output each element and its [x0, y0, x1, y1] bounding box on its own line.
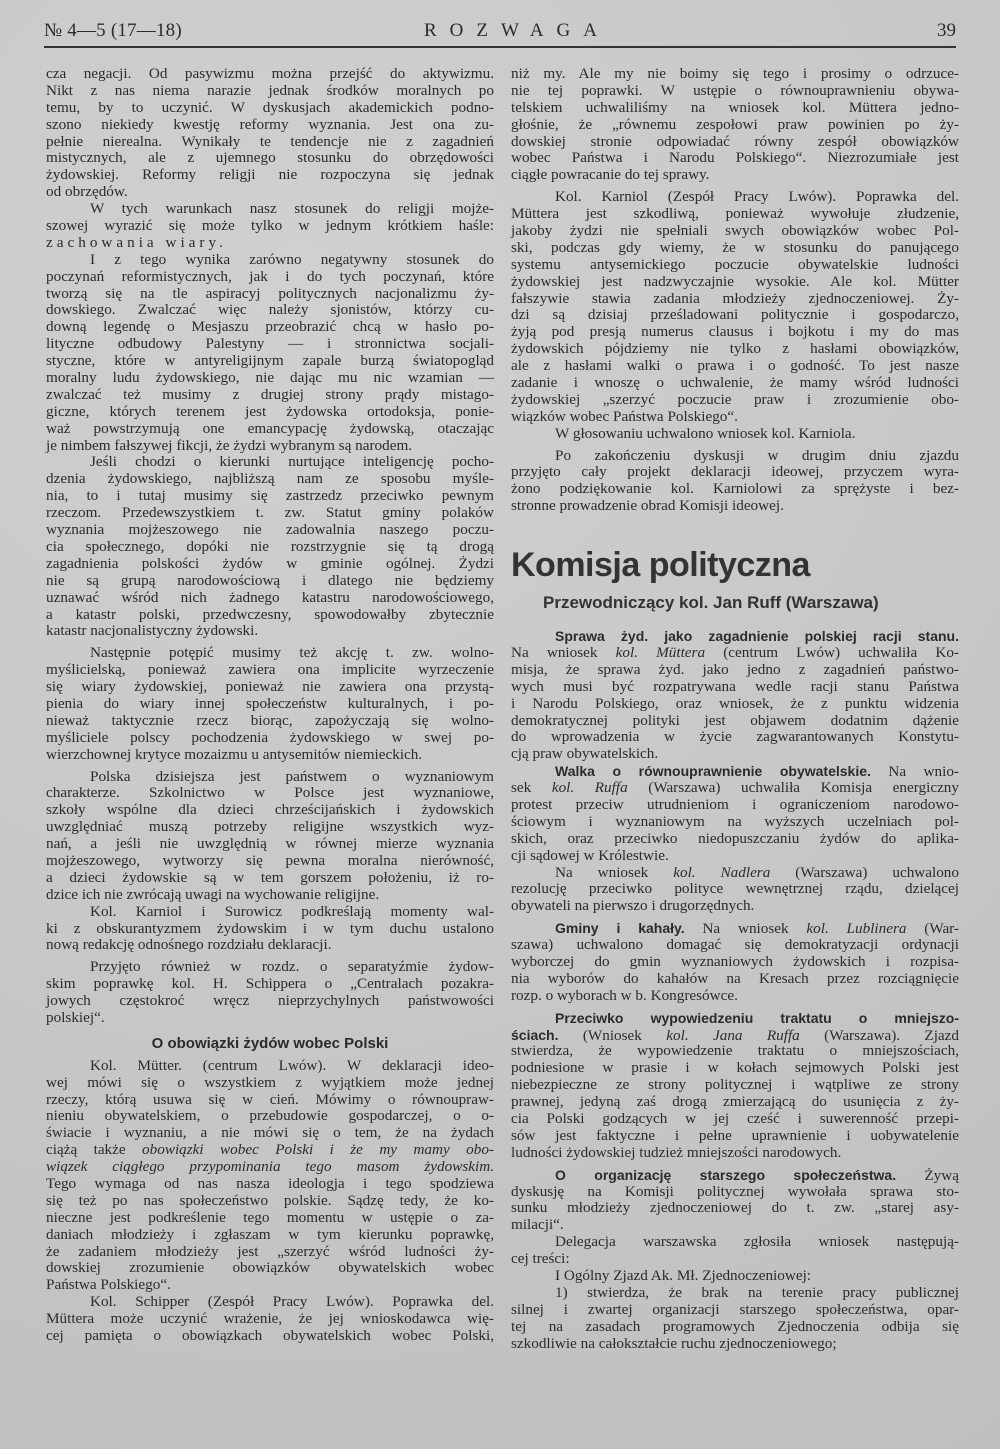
text-line: zagadnienia polskości żydów w gminie ogólnej. Żydzi: [46, 554, 494, 572]
text-line: wiązek ciągłego przypominania tego masom żydowskim.: [46, 1158, 494, 1176]
text-line: skich, oraz przeciwko niedopuszczaniu żydów do aplika-: [511, 829, 959, 847]
text-line: tworzą się na tle aspiracyj politycznych nacjonalizmu ży-: [46, 284, 494, 302]
text-line: szono niekiedy kwestję reformy wyznania. Jest ona zu-: [46, 115, 494, 133]
paragraph: [511, 1043, 959, 1161]
text-line: szkodliwie na całokształcie ruchu zjednoczeniowego;: [511, 1334, 837, 1352]
text-line: lityczne odbudowy Palestyny — i stronnictwa socjali-: [46, 335, 494, 353]
text-line: jakoby żydzi nie spełniali swych obowiązków wobec Pol-: [511, 222, 959, 240]
text-line: dzi są dzisiaj prześladowani politycznie i gospodarczo,: [511, 306, 959, 324]
paragraph: [511, 1268, 959, 1285]
text-line: uwzględniać muszą potrzeby religijne wszystkich wyz-: [46, 818, 494, 836]
section-heading: Przeciwko wypowiedzeniu traktatu o mniejszo-: [555, 1009, 959, 1026]
text-line: wierzchownej krytyce mozaizmu u antysemitów niemieckich.: [46, 745, 423, 763]
text-line: nań, a jeśli nie uwzględnią w równej mierze wyznania: [46, 835, 494, 853]
text-line: żyją pod presją numerus clausus i bojkotu i my do mas: [511, 323, 959, 341]
text-line: demokratycznej polityki jest objawem dodatnim dążenie: [511, 711, 959, 729]
left-column: [46, 66, 494, 1345]
issue-number: № 4—5 (17—18): [44, 20, 182, 41]
text-line: silnej i zwartej organizacji starszego społeczeństwa, opar-: [511, 1300, 959, 1318]
paragraph: [511, 1285, 959, 1353]
paragraph: [46, 645, 494, 763]
text-line: Przyjęto również w rozdz. o separatyźmie żydow-: [90, 958, 494, 976]
paragraph: [46, 904, 494, 955]
text-line: temu, by to uczynić. W dyskusjach akademickich podno-: [46, 98, 494, 116]
text-line: zachowania wiary.: [46, 233, 227, 251]
text-line: Kol. Karniol (Zespół Pracy Lwów). Poprawka del.: [555, 188, 959, 206]
text-line: dzenia żydowskiego, najbliższą nam ze sposobu myśle-: [46, 470, 494, 488]
text-line: Na wniosek kol. Nadlera (Warszawa) uchwalono: [555, 863, 959, 881]
text-line: systemu antysemickiego poczucie obywatelskie ludności: [511, 255, 959, 273]
paragraph: [511, 937, 959, 1005]
text-line: świacie i wyznaniu, a nie mówi się o tem, że na żydach: [46, 1124, 494, 1142]
text-line: żydowskiej jest nadzwyczajnie wysokie. Ale kol. Mütter: [511, 272, 959, 290]
paragraph: [511, 1184, 959, 1235]
text-line: pienia do wiary innej społeczeństw kulturalnych, i po-: [46, 694, 494, 712]
text-line: szowej wyrazić się może tylko w jednym krótkiem haśle:: [46, 217, 494, 235]
text-line: podniesione w prasie i w kołach sejmowych Polski jest: [511, 1059, 959, 1077]
text-line: a dzieci żydowskie są w tem gorszem położeniu, iż ro-: [46, 868, 494, 886]
text-line: ale z hasłami walki o prawa i o godność. To jest nasze: [511, 357, 959, 375]
text-line: Państwa Polskiego“.: [46, 1276, 171, 1294]
paragraph: [511, 662, 959, 763]
text-line: sek kol. Ruffa (Warszawa) uchwaliła Komisja energiczny: [511, 779, 959, 797]
text-line: nieczne jest podkreślenie tego momentu w ustępie o za-: [46, 1208, 494, 1226]
text-line: jowych częstokroć wręcz nieprzychylnych państwowości: [46, 992, 494, 1010]
text-line: dowskiej zrozumienie obowiązków obywatelskich wobec: [46, 1259, 494, 1277]
text-line: stronne prowadzenie obrad Komisji ideowej.: [511, 497, 784, 515]
text-line: W tych warunkach nasz stosunek do religji mojże-: [90, 200, 494, 218]
text-line: polskiej“.: [46, 1008, 105, 1026]
text-line: mistycznych, ale z ujemnego stosunku do obrzędowości: [46, 149, 494, 167]
text-line: dyskusję na Komisji politycznej wywołała sprawa sto-: [511, 1182, 959, 1200]
paragraph: [511, 881, 959, 915]
paragraph: [46, 454, 494, 640]
paragraph: [46, 66, 494, 201]
subheading: O obowiązki żydów wobec Polski: [151, 1034, 389, 1052]
text-line: cji sądowej w Królestwie.: [511, 846, 669, 864]
paragraph: [46, 959, 494, 1027]
text-line: Walka o równouprawnienie obywatelskie. Na wnio-: [555, 763, 959, 781]
text-line: ściowym i wyznaniowym na wyższych uczelniach pol-: [511, 812, 959, 830]
text-line: ki z obskurantyzmem żydowskim i w tym duchu ustalono: [46, 919, 494, 937]
text-line: stwierdza, że wypowiedzenie traktatu o mniejszościach,: [511, 1042, 959, 1060]
text-line: dowskiego. Zwalczać więc należy sjonistów, którzy cu-: [46, 301, 494, 319]
text-line: downą legendę o Mesjaszu przeobrazić chcą w hasło po-: [46, 318, 494, 336]
text-line: nieniu obywatelskiem, o przebudowie gospodarczej, o o-: [46, 1107, 494, 1125]
text-line: Kol. Karniol i Surowicz podkreślają momenty wal-: [90, 902, 494, 920]
text-line: dzice ich nie zwrócają uwagi na wychowanie religijne.: [46, 885, 380, 903]
text-line: przyjęto cały projekt deklaracji ideowej, przyczem wyra-: [511, 463, 959, 481]
text-line: I z tego wynika zarówno negatywny stosunek do: [90, 250, 494, 268]
text-line: fałszywie stawia zadania młodzieży zjednoczeniowej. Ży-: [511, 289, 959, 307]
paragraph: [46, 769, 494, 904]
paragraph: [46, 252, 494, 455]
text-line: Kol. Mütter. (centrum Lwów). W deklaracji ideo-: [90, 1056, 494, 1074]
text-line: Po zakończeniu dyskusji w drugim dniu zjazdu: [555, 446, 959, 464]
text-line: mojżeszowego, wytworzy się pewna moralna nierówność,: [46, 851, 494, 869]
text-line: ciążą także obowiązki wobec Polski i że my mamy obo-: [46, 1141, 494, 1159]
text-line: nie są grupą narodowościową i dlatego nie będziemy: [46, 571, 494, 589]
text-line: cia społecznego, dopóki nie rozstrzygnie się tą drogą: [46, 537, 494, 555]
text-line: myślicielską, ponieważ zawiera ona implicite wyrzeczenie: [46, 661, 494, 679]
page-header: [44, 16, 956, 48]
text-line: poczynań reformistycznych, jak i do tych poczynań, które: [46, 267, 494, 285]
paragraph: [511, 1234, 959, 1268]
text-line: rezolucję przeciwko polityce wewnętrznej rządu, dzielącej: [511, 880, 959, 898]
text-line: żydowskiej. Reformy religji nie rozpoczyna się jednak: [46, 166, 494, 184]
text-line: żydowskich pójdziemy nie tylko z hasłami obowiązków,: [511, 340, 959, 358]
text-line: niż my. Ale my nie boimy się tego i prosimy o odrzuce-: [511, 65, 959, 82]
text-line: wiązków wobec Państwa Polskiego“.: [511, 407, 738, 425]
text-line: Polska dzisiejsza jest państwem o wyznaniowym: [90, 767, 494, 785]
text-line: żydowskiej „szerzyć poczucie praw i zrozumienie obo-: [511, 390, 959, 408]
text-line: wyznania mojżeszowego nie zadowalnia naszego poczu-: [46, 521, 494, 539]
text-line: nie tej poprawki. W ustępie o równouprawnieniu obywa-: [511, 81, 959, 99]
paragraph: [46, 1058, 494, 1142]
text-line: się też po nas społeczeństwo polskie. Sądzę tedy, że ko-: [46, 1191, 494, 1209]
text-line: szawa) uchwalono domagać się demokratyzacji ordynacji: [511, 936, 959, 954]
text-line: je nimbem fałszywej fikcji, że żydzi wybranym są narodem.: [46, 436, 413, 454]
text-line: sów jest faktyczne i pełne uprawnienie i uobywatelenie: [511, 1126, 959, 1144]
text-line: wych musi być rozpatrywana wedle racji stanu Państwa: [511, 677, 959, 695]
text-line: ski, podczas gdy wiemy, że w stosunku do panującego: [511, 238, 959, 256]
text-line: tej na zasadach programowych Zjednoczenia odbija się: [511, 1317, 959, 1335]
paragraph: [46, 1294, 494, 1345]
paragraph: [46, 1176, 494, 1294]
text-line: Müttera jest szkodliwą, ponieważ wywołuje złudzenie,: [511, 205, 959, 223]
text-line: dowskiej stronie odpowiadać równy zespół obowiązków: [511, 132, 959, 150]
text-line: uznawać wśród nich żadnego katastru narodowościowego,: [46, 588, 494, 606]
paragraph: [511, 426, 959, 443]
text-line: i Narodu Polskiego, oraz wniosek, że z punktu widzenia: [511, 694, 959, 712]
text-line: Tego wymaga od nas nasza ideologja i tego spodziewa: [46, 1175, 494, 1193]
text-line: rzeczom. Przedewszystkiem t. zw. Statut gminy polaków: [46, 504, 494, 522]
text-line: charakterze. Szkolnictwo w Polsce jest wyznaniowe,: [46, 784, 494, 802]
text-line: cją praw obywatelskich.: [511, 745, 659, 763]
text-line: prawnej, jedyną zaś drogą zmierzającą do usunięcia z ży-: [511, 1093, 959, 1111]
text-line: myśliciele polscy pochodzenia żydowskiego w swej po-: [46, 728, 494, 746]
text-line: skim poprawkę kol. H. Schippera o „Centralach pozakra-: [46, 975, 494, 993]
right-column: [511, 66, 959, 1352]
text-line: nia wyborów do kahałów na Kresach przez rozciągnięcie: [511, 969, 959, 987]
text-line: daniach młodzieży i zgłaszam w tym kierunku poprawkę,: [46, 1225, 494, 1243]
text-line: O organizację starszego społeczeństwa. Żywą: [555, 1166, 959, 1184]
text-line: zadanie i wnoszę o uchwalenie, że mamy wśród ludności: [511, 374, 959, 392]
text-line: wyborczej do gmin wyznaniowych żydowskich i rozpisa-: [511, 952, 959, 970]
text-line: telskiem uchwaliliśmy na wniosek kol. Müttera jedno-: [511, 98, 959, 116]
text-line: waż powstrzymują one emancypację żydowską, otaczając: [46, 419, 494, 437]
chairman-line: Przewodniczący kol. Jan Ruff (Warszawa): [543, 593, 879, 613]
text-line: misja, że sprawa żyd. jako jedno z zagadnień państwo-: [511, 660, 959, 678]
text-line: nia, to i tutaj musimy się zastrzedz przeciwko pewnym: [46, 487, 494, 505]
text-line: katastr nacjonalistyczny żydowski.: [46, 622, 259, 640]
text-line: ciągłe powracanie do tej sprawy.: [511, 166, 710, 184]
text-line: cej treści:: [511, 1250, 570, 1268]
text-line: Delegacja warszawska zgłosiła wniosek następują-: [555, 1233, 959, 1251]
text-line: obywateli na pierwszo i drugorzędnych.: [511, 897, 755, 915]
text-line: Na wniosek kol. Müttera (centrum Lwów) uchwaliła Ko-: [511, 643, 959, 661]
text-line: Kol. Schipper (Zespół Pracy Lwów). Poprawka del.: [90, 1293, 494, 1311]
paragraph: [511, 797, 959, 865]
text-line: milacji“.: [511, 1216, 564, 1234]
section-title: Komisja polityczna: [511, 546, 810, 585]
text-line: a katastr polski, przedwczesny, spowodowałby zbytecznie: [46, 605, 494, 623]
text-line: wej mówi się o wszystkiem z wyjątkiem może jednej: [46, 1073, 494, 1091]
text-line: moralny ludu żydowskiego, nie dając mu nic wzamian —: [46, 369, 494, 387]
text-line: się wiary żydowskiej, ponieważ nie zawiera ona przystą-: [46, 678, 494, 696]
section-heading: Sprawa żyd. jako zagadnienie polskiej racji stanu.: [555, 628, 959, 645]
text-line: cej pamięta o obowiązkach obywatelskich wobec Polski,: [46, 1327, 494, 1345]
publication-title: ROZWAGA: [424, 20, 610, 41]
paragraph: [511, 66, 959, 184]
text-line: rozp. o wyborach w b. Kongresówce.: [511, 986, 738, 1004]
text-line: do wprowadzenia w życie zagwarantowanych Konstytu-: [511, 728, 959, 746]
text-line: cza negacji. Od pasywizmu można przejść do aktywizmu.: [46, 65, 494, 82]
text-line: nową redakcję odnośnego rozdziału deklaracji.: [46, 936, 332, 954]
text-line: od obrzędów.: [46, 183, 128, 201]
paragraph: [511, 448, 959, 516]
text-line: głośnie, że „równemu zespołowi praw powinien po ży-: [511, 115, 959, 133]
text-line: Nikt z nas niema narazie jednak środków moralnych po: [46, 81, 494, 99]
text-line: cia Polski godzących w jej cześć i suwerenność przepi-: [511, 1110, 959, 1127]
text-line: giczne, których terenem jest żydowska ortodoksja, ponie-: [46, 402, 494, 420]
text-line: 1) stwierdza, że brak na terenie pracy publicznej: [555, 1283, 959, 1301]
text-line: W głosowaniu uchwalono wniosek kol. Karniola.: [555, 424, 856, 442]
text-line: ludności żydowskiej tudzież mniejszości narodowych.: [511, 1143, 842, 1161]
text-line: sunku młodzieży zjednoczeniowej do t. zw. „starej asy-: [511, 1199, 959, 1217]
text-line: zwalczać też musimy z drugiej strony prądy mistago-: [46, 385, 494, 403]
paragraph: [511, 189, 959, 425]
text-line: rzeczy, którą usuwa się w cień. Mówimy o równoupraw-: [46, 1090, 494, 1108]
text-line: Müttera może uczynić wrażenie, że jej wnioskodawca wię-: [46, 1310, 494, 1328]
text-line: ściach. (Wniosek kol. Jana Ruffa (Warszawa). Zjazd: [511, 1026, 960, 1044]
text-line: Gminy i kahały. Na wniosek kol. Lublinera (War-: [555, 920, 959, 938]
text-line: styczne, które w antyreligijnym zapale burzą światopogląd: [46, 352, 494, 370]
text-line: pełnie nierealna. Wynikały te tendencje nie z zagadnień: [46, 132, 494, 150]
text-line: protest przeciw utrudnieniom i ograniczeniom narodowo-: [511, 795, 959, 813]
text-line: wobec Państwa i Narodu Polskiego“. Niezrozumiałe jest: [511, 149, 959, 167]
text-line: Następnie potępić musimy też akcję t. zw. wolno-: [90, 644, 494, 662]
text-line: żono podziękowanie kol. Karniolowi za sprężyste i bez-: [511, 480, 959, 498]
text-line: I Ogólny Zjazd Ak. Mł. Zjednoczeniowej:: [555, 1267, 812, 1285]
text-line: Jeśli chodzi o kierunki nurtujące inteligencję pocho-: [90, 453, 494, 471]
text-line: nieważ taktycznie rzecz biorąc, zapożyczają się wolno-: [46, 711, 494, 729]
text-line: że zadaniem młodzieży jest „szerzyć wśród ludności ży-: [46, 1242, 494, 1260]
page-number: 39: [937, 20, 956, 41]
text-line: niebezpieczne ze strony politycznej i wątpliwe ze strony: [511, 1076, 959, 1094]
paragraph: [46, 201, 494, 252]
text-line: szkoły wspólne dla dzieci chrześcijańskich i żydowskich: [46, 801, 494, 819]
